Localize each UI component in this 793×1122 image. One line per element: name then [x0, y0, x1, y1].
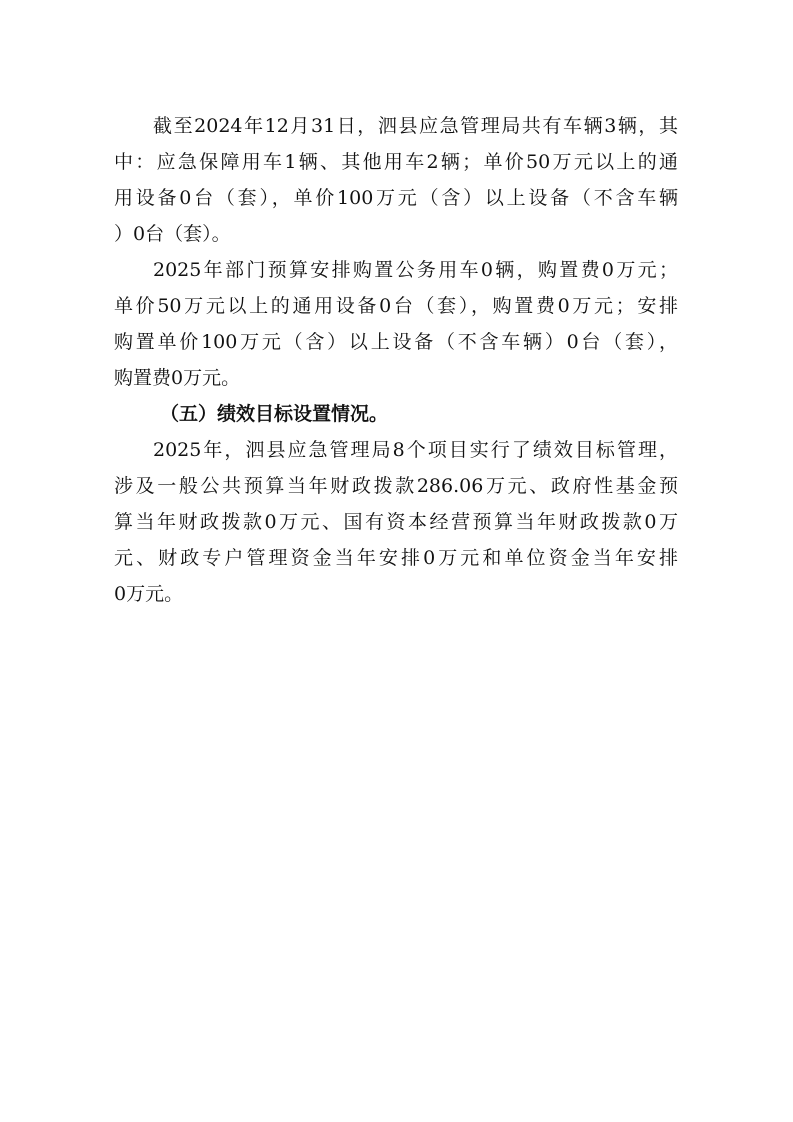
text-line: 用设备0台（套），单价100万元（含）以上设备（不含车辆 — [114, 187, 678, 209]
text-line: 购置费0万元。 — [114, 367, 241, 389]
document-page — [114, 108, 678, 612]
text-line: 截至2024年12月31日，泗县应急管理局共有车辆3辆，其 — [153, 115, 678, 137]
paragraph-vehicles — [114, 108, 678, 252]
text-line: 购置单价100万元（含）以上设备（不含车辆）0台（套）， — [114, 331, 678, 353]
text-line: 涉及一般公共预算当年财政拨款286.06万元、政府性基金预 — [114, 475, 678, 497]
text-line: 0万元。 — [114, 583, 184, 605]
paragraph-performance — [114, 432, 678, 612]
text-line: 2025年部门预算安排购置公务用车0辆，购置费0万元； — [153, 259, 678, 281]
text-line: 元、财政专户管理资金当年安排0万元和单位资金当年安排 — [114, 547, 678, 569]
section-heading: （五）绩效目标设置情况。 — [160, 403, 389, 425]
text-line: 中：应急保障用车1辆、其他用车2辆；单价50万元以上的通 — [114, 151, 678, 173]
text-line: 单价50万元以上的通用设备0台（套），购置费0万元；安排 — [114, 295, 678, 317]
text-line: 2025年，泗县应急管理局8个项目实行了绩效目标管理， — [153, 439, 678, 461]
text-line: 算当年财政拨款0万元、国有资本经营预算当年财政拨款0万 — [114, 511, 678, 533]
paragraph-purchases — [114, 252, 678, 396]
text-line: ）0台（套）。 — [114, 223, 231, 245]
